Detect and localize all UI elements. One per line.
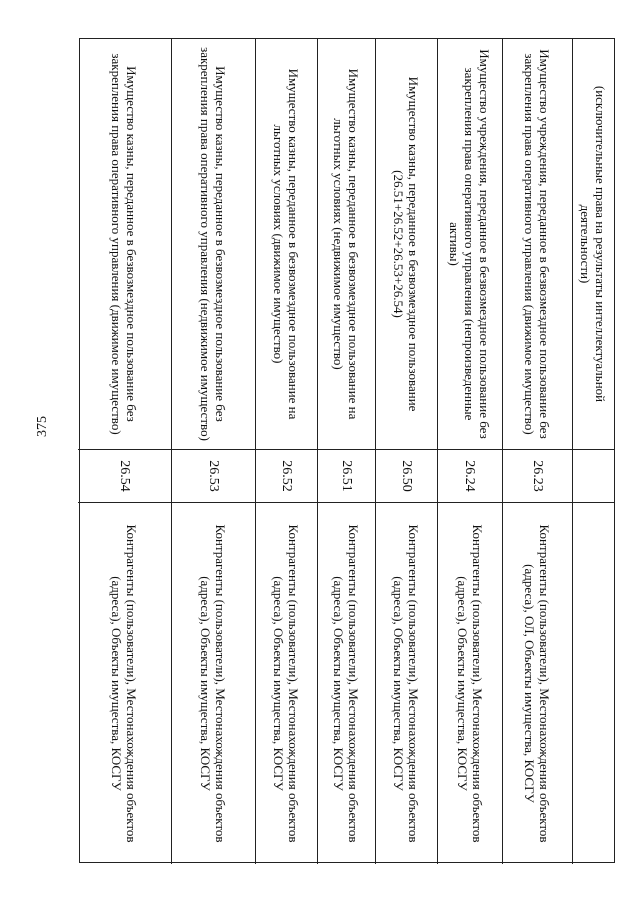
analytics-cell: Контрагенты (пользователи), Местонахождения объектов (адреса), ОЛ, Объекты имущества, КОСГУ bbox=[522, 524, 553, 843]
table-row bbox=[572, 39, 614, 864]
account-code-cell: 26.51 bbox=[318, 449, 375, 503]
table-row bbox=[375, 39, 437, 864]
analytics-cell: Контрагенты (пользователи), Местонахождения объектов (адреса), Объекты имущества, КОСГУ bbox=[391, 524, 422, 843]
account-name-cell: Имущество казны, переданное в безвозмездное пользование на льготных условиях (недвижимое имущество) bbox=[331, 68, 362, 420]
account-name-cell: (исключительные права на результаты интеллектуальной деятельности) bbox=[578, 85, 609, 403]
table-row bbox=[317, 39, 375, 864]
analytics-cell: Контрагенты (пользователи), Местонахождения объектов (адреса), Объекты имущества, КОСГУ bbox=[198, 524, 229, 843]
account-code-cell: 26.54 bbox=[78, 449, 171, 503]
account-code-cell bbox=[573, 449, 614, 503]
analytics-cell: Контрагенты (пользователи), Местонахождения объектов (адреса), Объекты имущества, КОСГУ bbox=[331, 524, 362, 843]
table-row bbox=[437, 39, 502, 864]
page-number: 375 bbox=[35, 416, 50, 437]
analytics-cell: Контрагенты (пользователи), Местонахождения объектов (адреса), Объекты имущества, КОСГУ bbox=[271, 524, 302, 843]
account-code-cell: 26.53 bbox=[172, 449, 255, 503]
analytics-cell: Контрагенты (пользователи), Местонахождения объектов (адреса), Объекты имущества, КОСГУ bbox=[109, 524, 140, 843]
analytics-cell: Контрагенты (пользователи), Местонахождения объектов (адреса), Объекты имущества, КОСГУ bbox=[455, 524, 485, 843]
accounts-table bbox=[79, 38, 615, 863]
account-code-cell: 26.50 bbox=[376, 449, 437, 503]
table-row bbox=[171, 39, 255, 864]
account-code-cell: 26.52 bbox=[256, 449, 317, 503]
account-name-cell: Имущество учреждения, переданное в безвозмездное пользование без закрепления права оперативного управления (непроизведенные активы) bbox=[447, 49, 493, 439]
account-name-cell: Имущество казны, переданное в безвозмездное пользование без закрепления права оперативного управления (движимое имущество) bbox=[109, 53, 140, 435]
account-code-cell: 26.23 bbox=[503, 449, 572, 503]
table-row bbox=[502, 39, 572, 864]
account-name-cell: Имущество казны, переданное в безвозмездное пользование на льготных условиях (движимое имущество) bbox=[271, 68, 302, 420]
analytics-cell bbox=[573, 503, 614, 864]
table-row bbox=[78, 39, 171, 864]
account-name-cell: Имущество казны, переданное в безвозмездное пользование без закрепления права оперативного управления (недвижимое имущество) bbox=[198, 47, 229, 441]
account-name-cell: Имущество учреждения, переданное в безвозмездное пользование без закрепления права оперативного управления (движимое имущество) bbox=[522, 49, 553, 439]
account-code-cell: 26.24 bbox=[438, 449, 502, 503]
table-row bbox=[255, 39, 317, 864]
account-name-cell: Имущество казны, переданное в безвозмездное пользование (26.51+26.52+26.53+26.54) bbox=[391, 76, 422, 412]
